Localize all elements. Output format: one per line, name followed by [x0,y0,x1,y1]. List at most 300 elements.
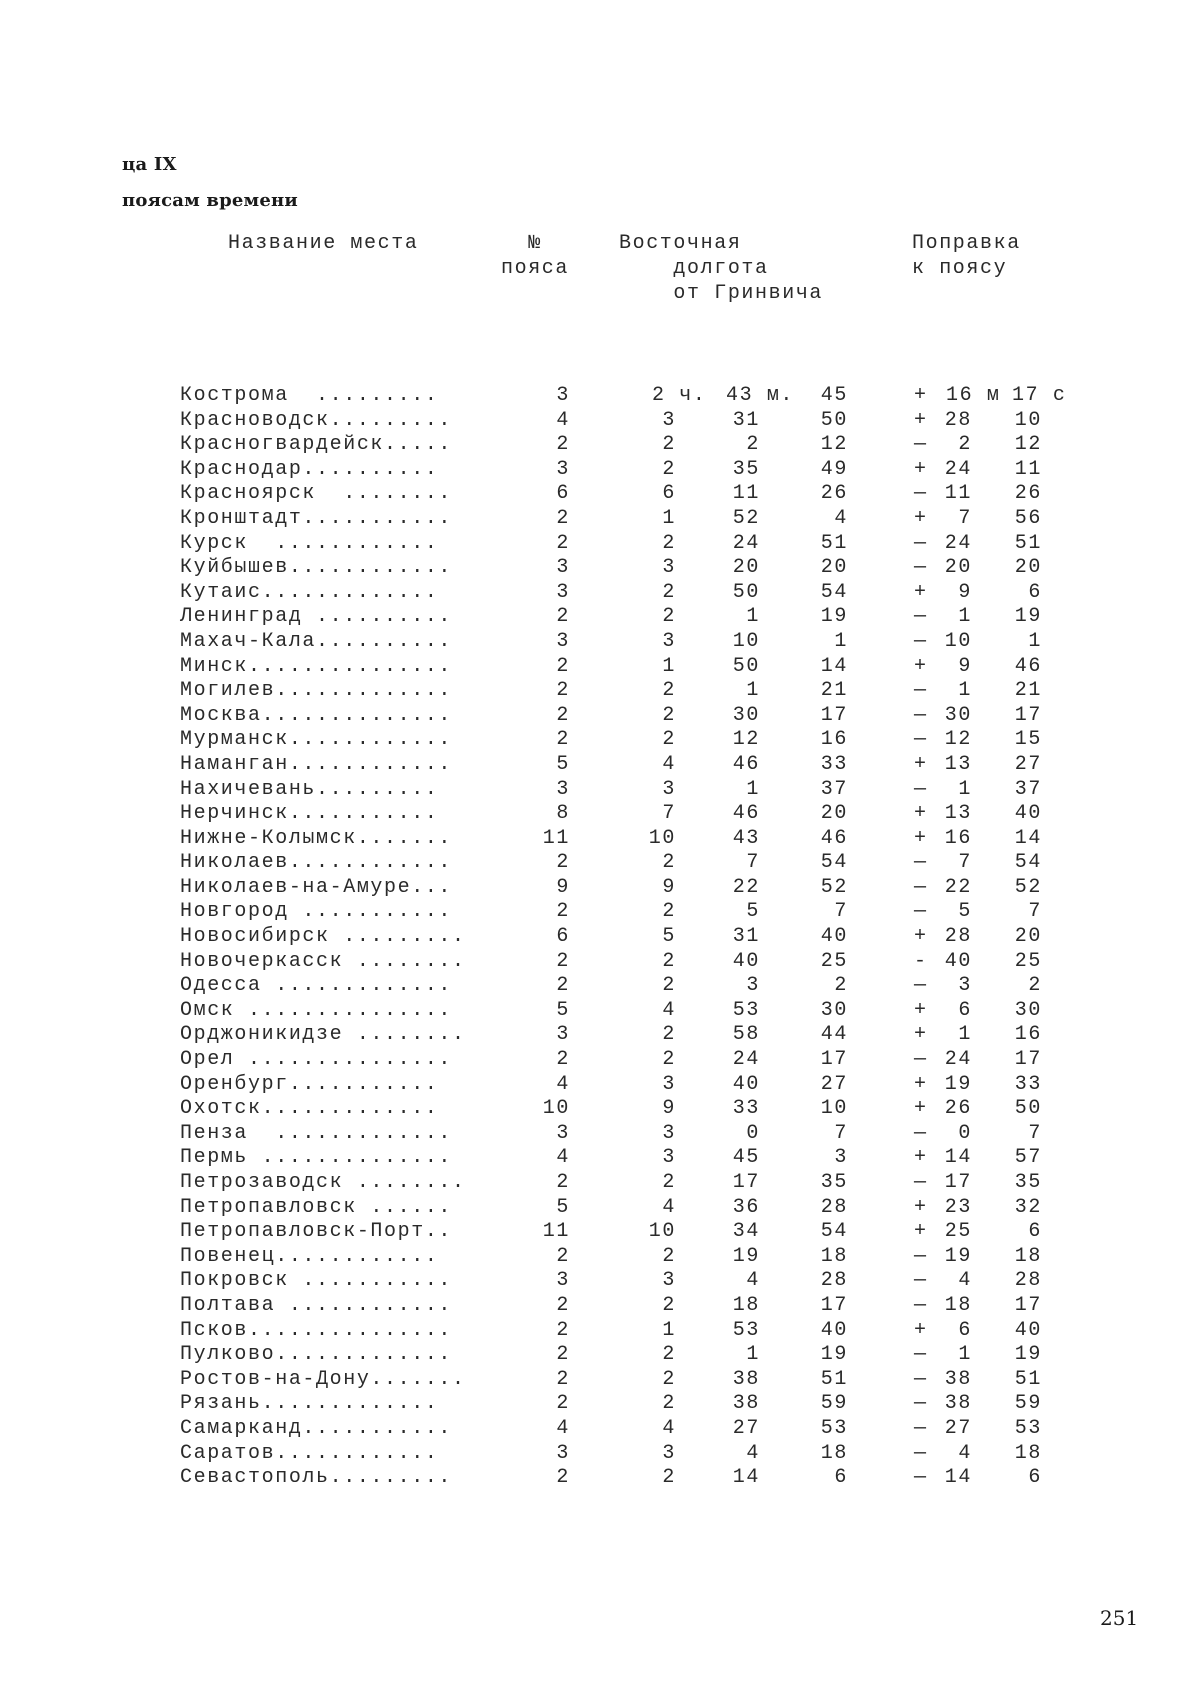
hours-unit: ч. [679,384,707,407]
longitude-minutes: 19 [732,1244,760,1268]
correction-seconds [1012,384,1066,409]
longitude-minutes: 31 [732,408,760,432]
correction-minutes: 3 [958,974,972,998]
longitude-hours: 2 [662,679,676,703]
longitude-minutes: 10 [732,629,760,653]
correction-seconds: 14 [1014,826,1042,850]
correction-sign: — [914,1392,928,1416]
place-name: Николаев............ [180,851,453,875]
correction-seconds: 17 [1014,1048,1042,1072]
correction-minutes: 4 [958,1269,972,1293]
place-name: Самарканд........... [180,1416,453,1440]
correction-seconds: 2 [1028,974,1042,998]
place-name: Пулково............. [180,1343,453,1367]
correction-sign: + [914,998,928,1022]
correction-minutes: 13 [944,802,972,826]
correction-sign: — [914,875,928,899]
correction-seconds: 51 [1014,1367,1042,1391]
correction-seconds: 19 [1014,1343,1042,1367]
longitude-hours: 3 [662,1441,676,1465]
correction-minutes: 11 [944,482,972,506]
correction-sign: + [914,1072,928,1096]
zone-number: 11 [542,826,570,850]
place-name: Пермь .............. [180,1146,453,1170]
zone-number: 2 [556,703,570,727]
correction-seconds: 46 [1014,654,1042,678]
correction-minutes: 40 [944,949,972,973]
zone-number: 3 [556,1269,570,1293]
table-row [0,458,1200,483]
correction-minutes: 20 [944,556,972,580]
longitude-hours: 2 [662,580,676,604]
correction-seconds: 20 [1014,925,1042,949]
correction-minutes: 9 [958,580,972,604]
correction-minutes: 28 [944,925,972,949]
zone-number: 11 [542,1220,570,1244]
zone-number: 2 [556,1367,570,1391]
correction-minutes: 38 [944,1392,972,1416]
longitude-hours: 3 [662,777,676,801]
table-row [0,851,1200,876]
longitude-seconds: 59 [820,1392,848,1416]
place-name: Наманган............ [180,752,453,776]
correction-sign: — [914,1269,928,1293]
correction-sign: — [914,1343,928,1367]
longitude-seconds: 1 [834,629,848,653]
column-header-zone: № пояса [500,232,569,280]
correction-seconds: 19 [1014,605,1042,629]
table-row [0,1023,1200,1048]
table-row [0,1097,1200,1122]
correction-sign: — [914,1244,928,1268]
longitude-seconds: 14 [820,654,848,678]
place-name: Орел ............... [180,1048,453,1072]
longitude-hours [652,384,706,409]
longitude-seconds: 54 [820,851,848,875]
correction-minutes: 28 [944,408,972,432]
zone-number: 2 [556,1244,570,1268]
place-name: Одесса ............. [180,974,453,998]
longitude-seconds: 50 [820,408,848,432]
longitude-minutes: 1 [746,777,760,801]
longitude-minutes: 53 [732,998,760,1022]
correction-sign: + [914,384,928,407]
correction-minutes-value: 16 [946,384,974,407]
correction-minutes: 25 [944,1220,972,1244]
longitude-minutes: 27 [732,1416,760,1440]
table-row [0,581,1200,606]
table-row [0,1048,1200,1073]
longitude-hours: 9 [662,875,676,899]
place-name: Псков............... [180,1318,453,1342]
correction-minutes: 7 [958,851,972,875]
longitude-hours: 2 [662,605,676,629]
longitude-minutes: 14 [732,1466,760,1490]
place-name: Новочеркасск ........ [180,949,466,973]
correction-sign: + [914,1195,928,1219]
longitude-seconds: 21 [820,679,848,703]
longitude-minutes: 38 [732,1367,760,1391]
table-row [0,704,1200,729]
longitude-seconds: 28 [820,1269,848,1293]
longitude-minutes: 58 [732,1023,760,1047]
longitude-hours: 2 [662,949,676,973]
correction-seconds: 33 [1014,1072,1042,1096]
longitude-hours: 5 [662,925,676,949]
longitude-minutes: 40 [732,1072,760,1096]
place-name: Омск ............... [180,998,453,1022]
longitude-seconds: 7 [834,1121,848,1145]
zone-number: 10 [542,1097,570,1121]
table-row [0,556,1200,581]
correction-minutes: 23 [944,1195,972,1219]
longitude-hours: 3 [662,629,676,653]
zone-number: 6 [556,925,570,949]
longitude-minutes: 1 [746,605,760,629]
longitude-hours: 2 [662,1367,676,1391]
longitude-seconds: 19 [820,1343,848,1367]
zone-number: 3 [556,1023,570,1047]
longitude-minutes: 45 [732,1146,760,1170]
longitude-seconds: 17 [820,1048,848,1072]
longitude-minutes: 43 [732,826,760,850]
longitude-seconds: 30 [820,998,848,1022]
longitude-minutes: 50 [732,580,760,604]
longitude-seconds: 51 [820,531,848,555]
longitude-hours: 2 [662,1171,676,1194]
longitude-minutes: 20 [732,556,760,580]
correction-minutes: 1 [958,1343,972,1367]
correction-seconds: 6 [1028,1466,1042,1490]
longitude-seconds: 26 [820,482,848,506]
place-name: Саратов............ [180,1441,439,1465]
longitude-seconds: 19 [820,605,848,629]
place-name: Ростов-на-Дону....... [180,1367,466,1391]
correction-seconds: 6 [1028,1220,1042,1244]
longitude-seconds: 45 [820,384,848,407]
longitude-minutes: 5 [746,900,760,924]
correction-minutes: 0 [958,1121,972,1145]
correction-seconds: 25 [1014,949,1042,973]
correction-seconds: 17 [1014,703,1042,727]
zone-number: 3 [556,384,570,407]
place-name: Красногвардейск..... [180,433,453,457]
table-row [0,1466,1200,1491]
longitude-minutes: 46 [732,802,760,826]
zone-number: 3 [556,629,570,653]
correction-seconds: 6 [1028,580,1042,604]
table-row [0,532,1200,557]
longitude-seconds: 18 [820,1441,848,1465]
place-name: Нахичевань......... [180,777,439,801]
longitude-minutes: 34 [732,1220,760,1244]
correction-sign: + [914,506,928,530]
zone-number: 4 [556,1416,570,1440]
table-row [0,1245,1200,1270]
correction-minutes: 17 [944,1171,972,1194]
longitude-seconds: 53 [820,1416,848,1440]
table-row [0,507,1200,532]
table-title-line2: поясам времени [122,190,298,211]
place-name: Николаев-на-Амуре... [180,875,453,899]
longitude-seconds: 20 [820,556,848,580]
correction-minutes: 27 [944,1416,972,1440]
zone-number: 2 [556,1048,570,1072]
longitude-hours: 7 [662,802,676,826]
correction-minutes-unit: м [986,384,1001,407]
correction-seconds: 28 [1014,1269,1042,1293]
longitude-seconds: 40 [820,1318,848,1342]
correction-minutes: 6 [958,998,972,1022]
zone-number: 5 [556,1195,570,1219]
place-name: Петропавловск ...... [180,1195,453,1219]
longitude-hours: 10 [648,826,676,850]
longitude-hours: 2 [662,457,676,481]
longitude-minutes: 7 [746,851,760,875]
correction-seconds: 1 [1028,629,1042,653]
table-row [0,728,1200,753]
longitude-hours: 3 [662,408,676,432]
correction-minutes: 13 [944,752,972,776]
correction-sign: + [914,1023,928,1047]
place-name: Могилев............. [180,679,453,703]
longitude-minutes: 24 [732,531,760,555]
correction-seconds: 37 [1014,777,1042,801]
longitude-minutes: 3 [746,974,760,998]
correction-minutes: 22 [944,875,972,899]
table-row [0,1269,1200,1294]
correction-sign: + [914,1097,928,1121]
column-header-correction: Поправка к поясу [912,232,1021,280]
correction-seconds: 52 [1014,875,1042,899]
timezone-table [0,384,1200,1491]
correction-minutes: 1 [958,1023,972,1047]
zone-number: 2 [556,949,570,973]
correction-minutes: 5 [958,900,972,924]
longitude-hours: 3 [662,1121,676,1145]
longitude-hours: 2 [662,1466,676,1490]
longitude-hours: 9 [662,1097,676,1121]
place-name: Нерчинск........... [180,802,439,826]
correction-seconds: 53 [1014,1416,1042,1440]
longitude-seconds: 27 [820,1072,848,1096]
place-name: Ленинград .......... [180,605,453,629]
longitude-minutes: 53 [732,1318,760,1342]
table-row [0,974,1200,999]
longitude-seconds: 33 [820,752,848,776]
correction-seconds: 16 [1014,1023,1042,1047]
longitude-minutes: 22 [732,875,760,899]
place-name: Рязань............. [180,1392,439,1416]
table-row [0,1392,1200,1417]
correction-minutes: 2 [958,433,972,457]
correction-sign: — [914,556,928,580]
longitude-seconds: 6 [834,1466,848,1490]
correction-minutes: 1 [958,777,972,801]
longitude-minutes: 1 [746,1343,760,1367]
correction-sign: — [914,1171,928,1194]
correction-seconds: 12 [1014,433,1042,457]
table-row [0,1171,1200,1196]
column-header-name: Название места [228,232,419,255]
zone-number: 2 [556,1293,570,1317]
longitude-hours: 2 [662,703,676,727]
longitude-seconds: 16 [820,728,848,752]
place-name: Курск ............ [180,531,439,555]
correction-sign: — [914,605,928,629]
correction-seconds-unit: с [1052,384,1067,407]
longitude-hours: 4 [662,1195,676,1219]
correction-sign: — [914,433,928,457]
zone-number: 2 [556,433,570,457]
correction-sign: — [914,974,928,998]
zone-number: 2 [556,605,570,629]
longitude-minutes: 36 [732,1195,760,1219]
longitude-hours: 1 [662,654,676,678]
longitude-minutes [726,384,794,409]
longitude-hours: 10 [648,1220,676,1244]
place-name: Красноярск ........ [180,482,453,506]
correction-sign: — [914,1293,928,1317]
longitude-minutes: 11 [732,482,760,506]
correction-minutes: 6 [958,1318,972,1342]
zone-number: 4 [556,1146,570,1170]
place-name: Полтава ............ [180,1293,453,1317]
correction-minutes: 30 [944,703,972,727]
place-name: Покровск ........... [180,1269,453,1293]
zone-number: 3 [556,777,570,801]
table-row [0,409,1200,434]
zone-number: 4 [556,408,570,432]
correction-sign: - [914,949,928,973]
place-name: Махач-Кала.......... [180,629,453,653]
longitude-hours: 3 [662,556,676,580]
table-row [0,605,1200,630]
correction-minutes: 24 [944,531,972,555]
table-row [0,630,1200,655]
longitude-seconds: 12 [820,433,848,457]
longitude-seconds: 4 [834,506,848,530]
place-name: Севастополь......... [180,1466,453,1490]
table-row [0,1220,1200,1245]
longitude-hours: 4 [662,1416,676,1440]
correction-sign: — [914,1048,928,1072]
correction-minutes: 12 [944,728,972,752]
longitude-hours: 1 [662,506,676,530]
longitude-seconds: 44 [820,1023,848,1047]
table-row [0,827,1200,852]
longitude-minutes: 40 [732,949,760,973]
longitude-minutes: 2 [746,433,760,457]
table-row [0,925,1200,950]
table-row [0,1343,1200,1368]
longitude-seconds: 7 [834,900,848,924]
table-row [0,655,1200,680]
zone-number: 3 [556,580,570,604]
table-row [0,1442,1200,1467]
correction-minutes: 14 [944,1146,972,1170]
table-row [0,482,1200,507]
correction-seconds: 40 [1014,1318,1042,1342]
table-row [0,900,1200,925]
place-name: Кутаис............. [180,580,439,604]
correction-minutes: 9 [958,654,972,678]
longitude-minutes: 17 [732,1171,760,1194]
place-name: Петрозаводск ........ [180,1171,466,1194]
correction-sign: — [914,1367,928,1391]
longitude-hours-value: 2 [652,384,666,407]
longitude-seconds: 49 [820,457,848,481]
place-name: Мурманск............ [180,728,453,752]
zone-number: 2 [556,1466,570,1490]
correction-seconds: 50 [1014,1097,1042,1121]
minutes-unit: м. [766,384,795,407]
table-row [0,999,1200,1024]
longitude-hours: 3 [662,1269,676,1293]
longitude-hours: 3 [662,1072,676,1096]
longitude-seconds: 28 [820,1195,848,1219]
table-row [0,778,1200,803]
longitude-hours: 2 [662,1343,676,1367]
longitude-minutes: 0 [746,1121,760,1145]
place-name: Кострома ......... [180,384,439,407]
place-name: Москва.............. [180,703,453,727]
longitude-minutes: 24 [732,1048,760,1072]
place-name: Орджоникидзе ........ [180,1023,466,1047]
longitude-seconds: 18 [820,1244,848,1268]
longitude-seconds: 2 [834,974,848,998]
correction-minutes: 24 [944,1048,972,1072]
zone-number: 2 [556,728,570,752]
zone-number: 9 [556,875,570,899]
table-row [0,1146,1200,1171]
place-name: Новосибирск ......... [180,925,466,949]
longitude-hours: 3 [662,1146,676,1170]
longitude-seconds: 52 [820,875,848,899]
correction-sign: + [914,408,928,432]
place-name: Охотск............. [180,1097,439,1121]
longitude-hours: 2 [662,851,676,875]
place-name: Повенец............ [180,1244,439,1268]
table-row [0,1122,1200,1147]
zone-number: 2 [556,679,570,703]
zone-number: 2 [556,506,570,530]
longitude-seconds: 46 [820,826,848,850]
longitude-minutes: 4 [746,1269,760,1293]
correction-seconds: 21 [1014,679,1042,703]
table-row [0,384,1200,409]
longitude-hours: 2 [662,1244,676,1268]
longitude-seconds: 37 [820,777,848,801]
correction-seconds: 30 [1014,998,1042,1022]
longitude-minutes: 18 [732,1293,760,1317]
correction-sign: — [914,900,928,924]
correction-seconds: 7 [1028,1121,1042,1145]
longitude-seconds: 54 [820,1220,848,1244]
longitude-hours: 2 [662,974,676,998]
correction-sign: — [914,728,928,752]
correction-seconds: 40 [1014,802,1042,826]
zone-number: 8 [556,802,570,826]
correction-sign: + [914,654,928,678]
correction-sign: — [914,777,928,801]
place-name: Петропавловск-Порт.. [180,1220,453,1244]
correction-seconds: 18 [1014,1441,1042,1465]
zone-number: 2 [556,1318,570,1342]
longitude-seconds: 17 [820,703,848,727]
longitude-seconds: 25 [820,949,848,973]
longitude-hours: 1 [662,1318,676,1342]
